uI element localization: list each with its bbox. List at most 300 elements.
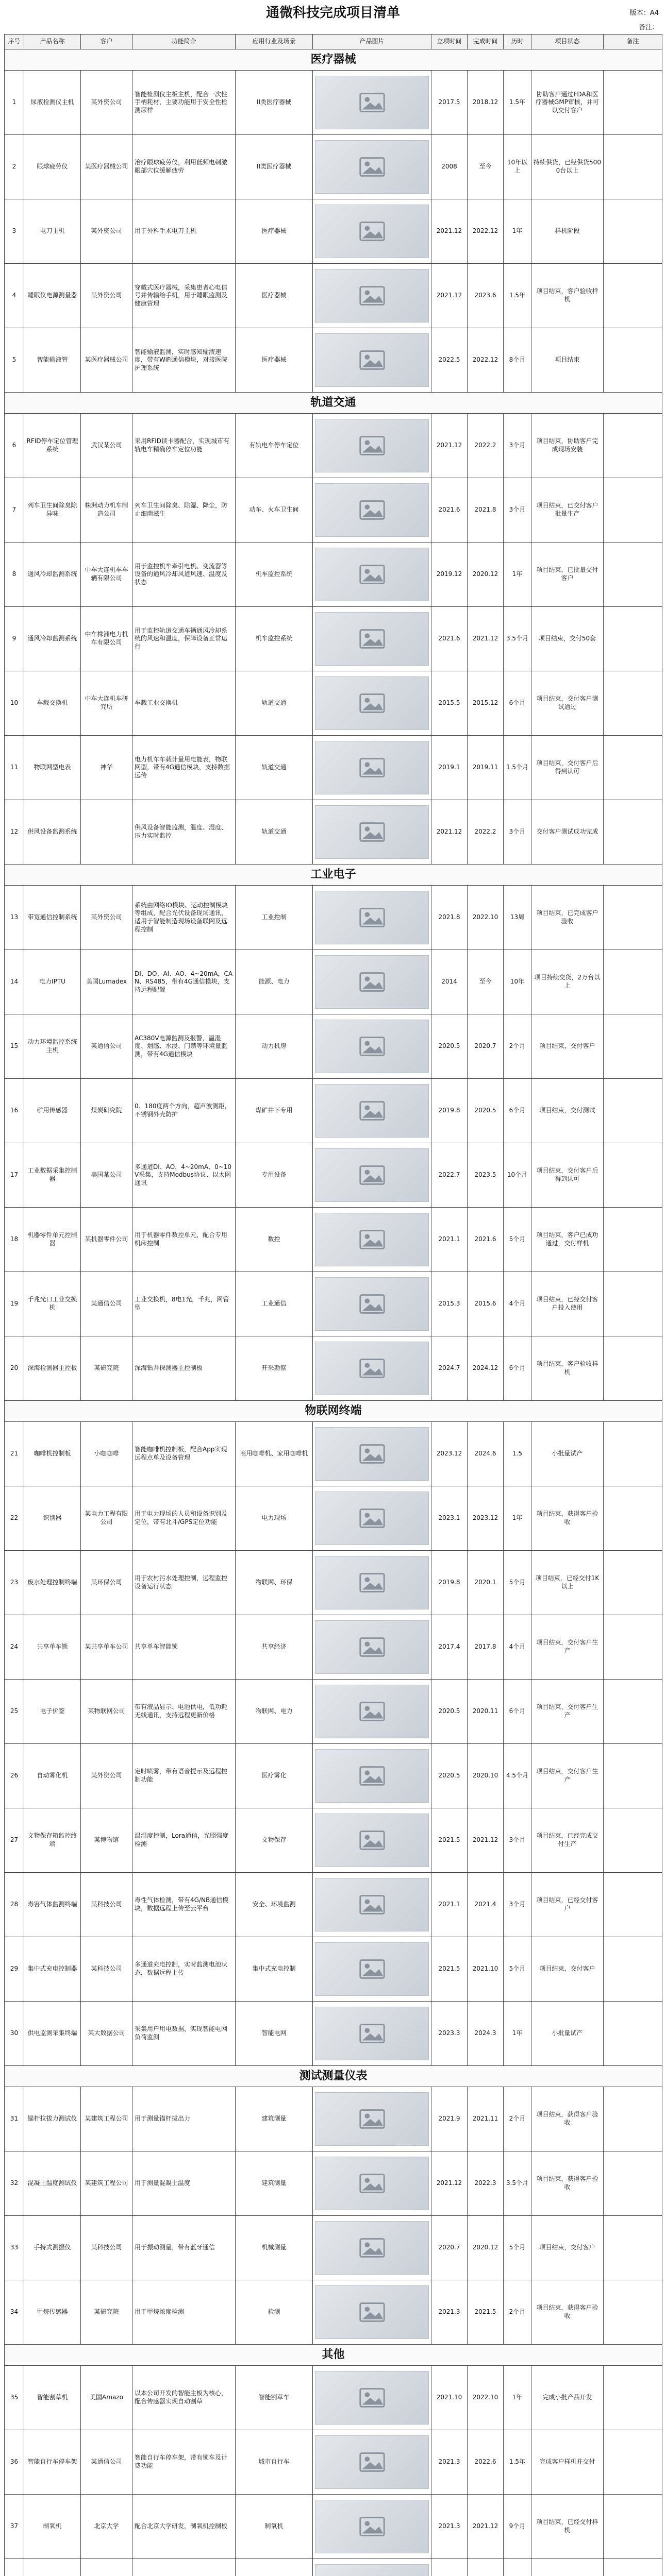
image-icon: [357, 88, 387, 117]
end-date: 2020.5: [468, 1079, 504, 1143]
row-number: 1: [5, 71, 24, 135]
product-image: [313, 2559, 431, 2576]
image-icon: [357, 281, 387, 311]
project-status: 项目结束，客户验收样机: [531, 264, 604, 328]
row-number: 14: [5, 950, 24, 1014]
product-photo: [315, 2092, 429, 2146]
table-row: [5, 2087, 662, 2151]
remark: [604, 1336, 662, 1401]
end-date: 2022.2: [468, 800, 504, 865]
client-name: 某通信公司: [81, 2430, 132, 2495]
application-scene: 医疗器械: [236, 264, 313, 328]
section-title: 其他: [5, 2345, 662, 2366]
image-icon: [357, 1160, 387, 1190]
col-image: 产品图片: [313, 35, 431, 49]
duration: 3.5个月: [504, 607, 531, 671]
project-status: 项目结束，已经交付客户投入使用: [531, 1272, 604, 1336]
product-image: [313, 328, 431, 393]
function-description: 定时喷雾，带有语音提示及远程控制功能: [132, 1744, 236, 1808]
image-icon: [357, 2019, 387, 2048]
start-date: 2008: [431, 135, 468, 199]
end-date: 2020.11: [468, 1680, 504, 1744]
product-name: 制氧机: [24, 2495, 81, 2559]
row-number: 11: [5, 736, 24, 800]
product-image: [313, 1486, 431, 1551]
product-name: 睡眠仪电源测量器: [24, 264, 81, 328]
duration: 1.5年: [504, 71, 531, 135]
product-image: [313, 2366, 431, 2430]
product-photo: [315, 333, 429, 387]
function-description: 供风设备智能监测，温度、湿度、压力实时监控: [132, 800, 236, 865]
image-icon: [357, 1353, 387, 1383]
product-name: 工业数据采集控制器: [24, 1143, 81, 1208]
project-status: 项目结束，客户验收样机: [531, 1336, 604, 1401]
image-icon: [357, 2168, 387, 2198]
section-title: 工业电子: [5, 865, 662, 886]
section-header: [5, 865, 662, 886]
table-row: [5, 1143, 662, 1208]
end-date: 2023.5: [468, 1143, 504, 1208]
product-name: 集中式充电控制器: [24, 1937, 81, 2002]
product-image: [313, 2002, 431, 2066]
start-date: 2019.1: [431, 736, 468, 800]
application-scene: 安全、环境监测: [236, 1873, 313, 1937]
row-number: 7: [5, 478, 24, 543]
table-row: [5, 1079, 662, 1143]
remark: [604, 264, 662, 328]
project-status: 项目结束，获得客户验收: [531, 2280, 604, 2345]
project-status: 完成小批产品开发: [531, 2366, 604, 2430]
end-date: 2020.10: [468, 1744, 504, 1808]
table-row: [5, 1744, 662, 1808]
col-status: 项目状态: [531, 35, 604, 49]
table-row: [5, 1208, 662, 1272]
product-name: 咖啡机控制板: [24, 1422, 81, 1486]
client-name: 某博物馆: [81, 1808, 132, 1873]
product-image: [313, 1937, 431, 2002]
image-icon: [357, 216, 387, 246]
start-date: 2023.3: [431, 2002, 468, 2066]
remark: [604, 2002, 662, 2066]
product-name: 供电监测采集终端: [24, 2002, 81, 2066]
image-icon: [357, 2512, 387, 2541]
client-name: 某共享单车公司: [81, 1615, 132, 1680]
product-image: [313, 264, 431, 328]
product-image: [313, 1551, 431, 1615]
duration: 1年: [504, 2366, 531, 2430]
function-description: 用于测量混凝土温度: [132, 2151, 236, 2216]
function-description: DI、DO、AI、AO、4~20mA，CAN、RS485，带有4G通信模块，支持远程配置: [132, 950, 236, 1014]
start-date: 2015.5: [431, 671, 468, 736]
page-title: 通微科技完成项目清单: [265, 5, 400, 21]
application-scene: 集中式充电控制: [236, 1937, 313, 2002]
start-date: 2021.9: [431, 2087, 468, 2151]
duration: 1年: [504, 2002, 531, 2066]
product-image: [313, 1422, 431, 1486]
row-number: 29: [5, 1937, 24, 2002]
table-row: [5, 2366, 662, 2430]
function-description: 用于监控机车牵引电机、变流器等设备的通风冷却风道风速、温度及状态: [132, 543, 236, 607]
client-name: 中车大连机车车辆有限公司: [81, 543, 132, 607]
remark: [604, 1143, 662, 1208]
remark: [604, 1937, 662, 2002]
end-date: 2024.3: [468, 2002, 504, 2066]
client-name: 北京大学: [81, 2495, 132, 2559]
application-scene: 智能电网: [236, 2002, 313, 2066]
application-scene: 轨道交通: [236, 800, 313, 865]
row-number: 6: [5, 414, 24, 478]
product-photo: [315, 891, 429, 944]
project-status: 小批量试产: [531, 2002, 604, 2066]
start-date: 2021.3: [431, 2280, 468, 2345]
start-date: 2021.1: [431, 1208, 468, 1272]
client-name: 某研究院: [81, 1336, 132, 1401]
end-date: 2017.8: [468, 1615, 504, 1680]
image-icon: [357, 2104, 387, 2134]
client-name: 煤炭研究院: [81, 1079, 132, 1143]
table-row: [5, 671, 662, 736]
table-row: [5, 1336, 662, 1401]
duration: [504, 2559, 531, 2576]
image-icon: [357, 495, 387, 525]
product-photo: [315, 805, 429, 859]
duration: 2个月: [504, 2087, 531, 2151]
start-date: 2021.8: [431, 886, 468, 950]
start-date: 2021.5: [431, 1808, 468, 1873]
table-row: [5, 1014, 662, 1079]
product-photo: [315, 1749, 429, 1803]
duration: 6个月: [504, 1680, 531, 1744]
application-scene: 检测: [236, 2280, 313, 2345]
function-description: 用于农村污水处理控制，远程监控设备运行状态: [132, 1551, 236, 1615]
product-name: 电力IPTU: [24, 950, 81, 1014]
remark: [604, 478, 662, 543]
image-icon: [357, 560, 387, 589]
row-number: 3: [5, 199, 24, 264]
application-scene: 机车监控系统: [236, 543, 313, 607]
application-scene: 城市自行车: [236, 2430, 313, 2495]
start-date: 2015.3: [431, 1272, 468, 1336]
client-name: 某机器零件公司: [81, 1208, 132, 1272]
application-scene: 智能割草车: [236, 2366, 313, 2430]
product-photo: [315, 2500, 429, 2553]
product-name: RFID停车定位管理系统: [24, 414, 81, 478]
project-status: 项目结束，已经交付样机: [531, 2495, 604, 2559]
project-status: 持续供货，已经供货5000台以上: [531, 135, 604, 199]
remark: [604, 607, 662, 671]
product-name: 电子价签: [24, 1680, 81, 1744]
client-name: 某建筑工程公司: [81, 2151, 132, 2216]
image-icon: [357, 1289, 387, 1319]
function-description: 列车卫生间除臭、除湿、降尘，防止细菌滋生: [132, 478, 236, 543]
product-image: [313, 1014, 431, 1079]
duration: 10年以上: [504, 135, 531, 199]
duration: 4.5个月: [504, 1744, 531, 1808]
section-header: [5, 2066, 662, 2087]
row-number: 15: [5, 1014, 24, 1079]
remark: [604, 1079, 662, 1143]
duration: 1.5年: [504, 2430, 531, 2495]
project-status: 项目结束，获得客户验收: [531, 2151, 604, 2216]
function-description: 用于外科手术电刀主机: [132, 199, 236, 264]
end-date: 2022.12: [468, 199, 504, 264]
remark: [604, 886, 662, 950]
function-description: 智能检测仪主板主机，配合一次性手柄耗材，主要功能用于安全性检测尿样: [132, 71, 236, 135]
function-description: 用于机器零件数控单元，配合专用机床控制: [132, 1208, 236, 1272]
product-photo: [315, 1556, 429, 1609]
duration: 1年: [504, 543, 531, 607]
product-photo: [315, 1620, 429, 1674]
application-scene: 制氧机: [236, 2495, 313, 2559]
product-name: 千兆光口工业交换机: [24, 1272, 81, 1336]
remark: [604, 2216, 662, 2280]
start-date: 2021.3: [431, 2495, 468, 2559]
end-date: 2020.12: [468, 543, 504, 607]
function-description: 毒性气体检测，带有4G/NB通信模块，数据远程上传至云平台: [132, 1873, 236, 1937]
application-scene: [236, 2559, 313, 2576]
project-status: 样机阶段: [531, 199, 604, 264]
project-status: 项目持续交货，2万台以上: [531, 950, 604, 1014]
product-photo: [315, 612, 429, 666]
function-description: [132, 2559, 236, 2576]
end-date: 2023.6: [468, 264, 504, 328]
client-name: 某科技公司: [81, 1873, 132, 1937]
duration: 1.5个月: [504, 736, 531, 800]
table-row: [5, 2002, 662, 2066]
image-icon: [357, 1439, 387, 1469]
client-name: [81, 800, 132, 865]
project-status: 项目结束，交付测试: [531, 1079, 604, 1143]
row-number: 9: [5, 607, 24, 671]
row-number: 33: [5, 2216, 24, 2280]
section-title: 轨道交通: [5, 393, 662, 414]
duration: 13周: [504, 886, 531, 950]
duration: 1.5: [504, 1422, 531, 1486]
remark: [604, 135, 662, 199]
image-icon: [357, 2447, 387, 2477]
image-icon: [357, 1890, 387, 1920]
remark: [604, 2087, 662, 2151]
section-header: [5, 2345, 662, 2366]
product-name: 眼球疲劳仪: [24, 135, 81, 199]
product-name: 尿液检测仪主机: [24, 71, 81, 135]
product-name: 列车卫生间除臭除异味: [24, 478, 81, 543]
project-status: 小批量试产: [531, 1422, 604, 1486]
start-date: 2021.6: [431, 607, 468, 671]
product-photo: [315, 483, 429, 537]
end-date: 2021.6: [468, 1208, 504, 1272]
product-photo: [315, 1814, 429, 1867]
function-description: 系统由网络IO模块、运动控制模块等组成，配合光伏设备现场通讯，适用于智能制造现场设备联网及远程控制: [132, 886, 236, 950]
product-name: 通风冷却监测系统: [24, 607, 81, 671]
table-row: [5, 1680, 662, 1744]
remark: [604, 2559, 662, 2576]
end-date: 2021.12: [468, 2495, 504, 2559]
product-image: [313, 199, 431, 264]
row-number: 8: [5, 543, 24, 607]
remark: [604, 1744, 662, 1808]
application-scene: II类医疗器械: [236, 135, 313, 199]
duration: 6个月: [504, 671, 531, 736]
product-name: 智能输液管: [24, 328, 81, 393]
image-icon: [357, 345, 387, 375]
row-number: 36: [5, 2430, 24, 2495]
image-icon: [357, 1503, 387, 1533]
image-icon: [357, 2297, 387, 2327]
image-icon: [357, 1225, 387, 1255]
application-scene: 能源、电力: [236, 950, 313, 1014]
product-image: [313, 2495, 431, 2559]
row-number: 10: [5, 671, 24, 736]
end-date: 2018.12: [468, 71, 504, 135]
table-row: [5, 2559, 662, 2576]
section-title: 医疗器械: [5, 49, 662, 71]
duration: 5个月: [504, 1551, 531, 1615]
duration: 8个月: [504, 328, 531, 393]
duration: 2个月: [504, 1014, 531, 1079]
remark: [604, 1422, 662, 1486]
table-row: [5, 1937, 662, 2002]
col-duration: 历时: [504, 35, 531, 49]
product-image: [313, 2430, 431, 2495]
table-row: [5, 2216, 662, 2280]
end-date: 至今: [468, 135, 504, 199]
image-icon: [357, 1697, 387, 1726]
table-row: [5, 2151, 662, 2216]
duration: 10年: [504, 950, 531, 1014]
project-status: 项目结束，交付客户: [531, 1937, 604, 2002]
row-number: 2: [5, 135, 24, 199]
product-name: 动力环境监控系统主机: [24, 1014, 81, 1079]
product-name: 混凝土温度测试仪: [24, 2151, 81, 2216]
product-image: [313, 1079, 431, 1143]
start-date: 2017.4: [431, 1615, 468, 1680]
product-name: 甲烷传感器: [24, 2280, 81, 2345]
row-number: 5: [5, 328, 24, 393]
row-number: 23: [5, 1551, 24, 1615]
image-icon: [357, 1954, 387, 1984]
function-description: 用于电力现场的人员和设备识别及定位，带有北斗/GPS定位功能: [132, 1486, 236, 1551]
product-photo: [315, 2221, 429, 2275]
application-scene: 轨道交通: [236, 671, 313, 736]
client-name: 某电力工程有限公司: [81, 1486, 132, 1551]
application-scene: 医疗雾化: [236, 1744, 313, 1808]
client-name: 某通信公司: [81, 1272, 132, 1336]
function-description: 温湿度控制，Lora通信，光照强度检测: [132, 1808, 236, 1873]
product-photo: [315, 419, 429, 472]
row-number: 37: [5, 2495, 24, 2559]
application-scene: 数控: [236, 1208, 313, 1272]
image-icon: [357, 1761, 387, 1791]
product-photo: [315, 269, 429, 323]
table-row: [5, 1486, 662, 1551]
function-description: 治疗眼球疲劳仪，利用低频电刺激眼部穴位缓解疲劳: [132, 135, 236, 199]
row-number: 24: [5, 1615, 24, 1680]
product-image: [313, 1615, 431, 1680]
client-name: 某研究院: [81, 2280, 132, 2345]
image-icon: [357, 817, 387, 847]
product-photo: [315, 1342, 429, 1395]
end-date: 2021.4: [468, 1873, 504, 1937]
table-row: [5, 1272, 662, 1336]
row-number: 32: [5, 2151, 24, 2216]
product-image: [313, 1680, 431, 1744]
function-description: 智能咖啡机控制板，配合App实现远程点单及设备管理: [132, 1422, 236, 1486]
product-photo: [315, 1084, 429, 1138]
image-icon: [357, 624, 387, 654]
table-row: [5, 886, 662, 950]
start-date: 2022.7: [431, 1143, 468, 1208]
application-scene: 物联网、环保: [236, 1551, 313, 1615]
remark: [604, 671, 662, 736]
client-name: 武汉某公司: [81, 414, 132, 478]
duration: 3个月: [504, 414, 531, 478]
image-icon: [357, 152, 387, 182]
start-date: [431, 2559, 468, 2576]
product-name: 自动雾化机: [24, 1744, 81, 1808]
start-date: 2020.5: [431, 1014, 468, 1079]
client-name: 某环保公司: [81, 1551, 132, 1615]
col-end: 完成时间: [468, 35, 504, 49]
application-scene: 文物保存: [236, 1808, 313, 1873]
project-status: 项目结束，已经完成交付生产: [531, 1808, 604, 1873]
row-number: 22: [5, 1486, 24, 1551]
duration: 10个月: [504, 1143, 531, 1208]
product-name: 废水处理控制终端: [24, 1551, 81, 1615]
end-date: 2021.12: [468, 1808, 504, 1873]
product-image: [313, 1272, 431, 1336]
table-row: [5, 264, 662, 328]
product-photo: [315, 140, 429, 194]
section-header: [5, 49, 662, 71]
application-scene: 建筑测量: [236, 2151, 313, 2216]
product-photo: [315, 1942, 429, 1996]
application-scene: 电力现场: [236, 1486, 313, 1551]
col-no: 序号: [5, 35, 24, 49]
product-image: [313, 543, 431, 607]
client-name: 神华: [81, 736, 132, 800]
end-date: 2015.6: [468, 1272, 504, 1336]
remark: [604, 71, 662, 135]
product-image: [313, 950, 431, 1014]
client-name: 某外资公司: [81, 886, 132, 950]
row-number: 25: [5, 1680, 24, 1744]
product-name: 机器零件单元控制器: [24, 1208, 81, 1272]
product-name: 文物保存箱监控终端: [24, 1808, 81, 1873]
end-date: 2022.2: [468, 414, 504, 478]
function-description: 用于测量锚杆拔出力: [132, 2087, 236, 2151]
function-description: 用于振动测量，带有蓝牙通信: [132, 2216, 236, 2280]
project-status: 项目结束，交付客户后得到认可: [531, 736, 604, 800]
product-image: [313, 2151, 431, 2216]
product-photo: [315, 1148, 429, 1202]
start-date: 2021.1: [431, 1873, 468, 1937]
remark: [604, 2430, 662, 2495]
table-row: [5, 800, 662, 865]
start-date: 2019.8: [431, 1079, 468, 1143]
col-client: 客户: [81, 35, 132, 49]
end-date: 至今: [468, 950, 504, 1014]
table-row: [5, 736, 662, 800]
start-date: 2022.5: [431, 328, 468, 393]
project-status: 完成客户样机并交付: [531, 2430, 604, 2495]
client-name: 某外资公司: [81, 71, 132, 135]
duration: 5个月: [504, 2216, 531, 2280]
product-photo: [315, 548, 429, 601]
image-icon: [357, 1096, 387, 1126]
product-photo: [315, 1277, 429, 1331]
client-name: 株洲动力机车制造公司: [81, 478, 132, 543]
